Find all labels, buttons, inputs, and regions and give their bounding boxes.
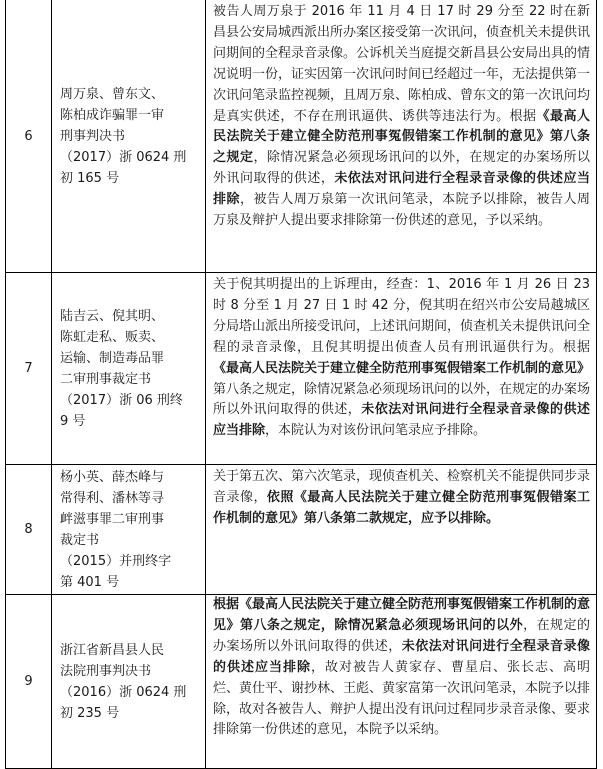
case-name-line: 杨小英、薛杰峰与 [60,469,165,485]
ruling-text-cell [206,465,597,595]
case-name-line: （2016）浙 0624 刑 [60,684,187,700]
ruling-text-cell [206,0,597,273]
table-row [6,595,597,769]
ruling-text-segment: ，被告人周万泉第一次讯问笔录，本院予以排除，被告人周万泉及辩护人提出要求排除第一份供述的意见，予以采纳。 [213,192,590,229]
table-row [6,273,597,465]
ruling-text-cell [206,273,597,465]
ruling-text-segment-bold: 《最高人民法院关于建立健全防范刑事冤假错案工作机制的意见》 [213,108,590,145]
ruling-text-segment: ，本院认为对该份讯问笔录应予排除。 [265,423,487,439]
ruling-text-segment-bold: 《最高人民法院关于建立健全防范刑事冤假错案工作机制的意见》 [213,360,591,376]
case-name-line: 第 401 号 [60,574,120,590]
row-number: 6 [6,0,52,273]
case-name-line: 运输、制造毒品罪 [60,350,165,366]
ruling-text-segment-bold: 根据《最高人民法院关于建立健全防范刑事冤假错案工作机制的意见》第八条之规定，除情况紧急必须现场讯问的以外 [213,597,591,633]
case-name-cell [52,465,206,595]
ruling-text-cell [206,595,597,769]
table-row [6,0,597,273]
ruling-text-segment: 被告人周万泉于 2016 年 11 月 4 日 17 时 29 分至 22 时在新昌县公安局城西派出所办案区接受第一次讯问，侦查机关未提供讯问期间的全程录音录像。公诉机关当庭提交新昌县公安局出具的情况说明一份，证实因第一次讯问时间已经超过一年，无法提供第一次讯问笔录监控视频，且周万泉、陈柏成、曾东文的第一次讯问均是真实供述，不存在刑讯逼供、诱供等违法行为。根据 [213,4,591,124]
ruling-text-segment: ，除情况紧急必须现场讯问的以外，在规定的办案场所以外讯问取得的供述， [213,150,590,187]
case-name-line: 常得利、潘林等寻 [60,490,165,506]
case-name-line: （2015）并刑终字 [60,553,172,569]
case-name-line: 二审刑事裁定书 [60,371,152,387]
ruling-text-segment: ，故对被告人黄家存、曹星启、张长志、高明烂、黄仕平、谢抄林、王彪、黄家富第一次讯问笔录，本院予以排除，故对各被告人、辩护人提出没有讯问过程同步录音录像、要求排除第一份供述的意见，本院予以采纳。 [213,659,591,738]
ruling-text-segment: 关于第五次、第六次笔录，现侦查机关、检察机关不能提供同步录音录像， [213,469,591,505]
ruling-text-segment-bold: 依照《最高人民法院关于建立健全防范刑事冤假错案工作机制的意见》第八条第二款规定，应予以排除。 [213,489,590,526]
ruling-text-segment-bold: 未依法对讯问进行全程录音录像的供述应当排除 [213,171,590,208]
case-name-line: 刑事判决书 [60,128,126,144]
ruling-text-segment: 关于倪其明提出的上诉理由，经查：1、2016 年 1 月 26 日 23 时 8 分至 1 月 27 日 1 时 42 分，倪其明在绍兴市公安局越城区分局塔山派出所接受讯问，上述讯问期间，侦查机关未提供讯问全程的录音录像，且倪其明提出侦查人员有刑讯逼供行为。根据 [213,277,591,355]
case-name-cell [52,0,206,273]
case-name-line: 浙江省新昌县人民 [60,642,165,658]
case-name-line: 法院刑事判决书 [60,663,152,679]
case-name-line: 陈虹走私、贩卖、 [60,329,165,345]
case-name-line: （2017）浙 06 刑终 [60,392,183,408]
case-name-cell [52,273,206,465]
case-name-line: 初 165 号 [60,170,120,186]
ruling-text-segment: ，在规定的办案场所以外讯问取得的供述， [213,617,590,654]
case-name-cell [52,595,206,769]
ruling-text-segment-bold: 未依法对讯问进行全程录音录像的供述应当排除 [213,638,590,675]
case-name-line: 衅滋事罪二审刑事 [60,511,165,527]
case-name-line: （2017）浙 0624 刑 [60,149,187,165]
table-row [6,465,597,595]
case-table [5,0,597,769]
case-name-line: 初 235 号 [60,705,120,721]
case-name-line: 陆吉云、倪其明、 [60,308,165,324]
ruling-text-segment-bold: 第八条之规定 [213,129,590,166]
ruling-text-segment: 第八条之规定，除情况紧急必须现场讯问的以外，在规定的办案场所以外讯问取得的供述， [213,381,591,418]
case-name-line: 周万泉、曾东文、 [60,86,165,102]
case-name-line: 陈柏成诈骗罪一审 [60,107,165,123]
case-name-line: 裁定书 [60,532,100,548]
row-number: 9 [6,595,52,769]
row-number: 7 [6,273,52,465]
row-number: 8 [6,465,52,595]
ruling-text-segment-bold: 未依法对讯问进行全程录音录像的供述应当排除 [213,402,590,439]
case-name-line: 9 号 [60,413,86,429]
